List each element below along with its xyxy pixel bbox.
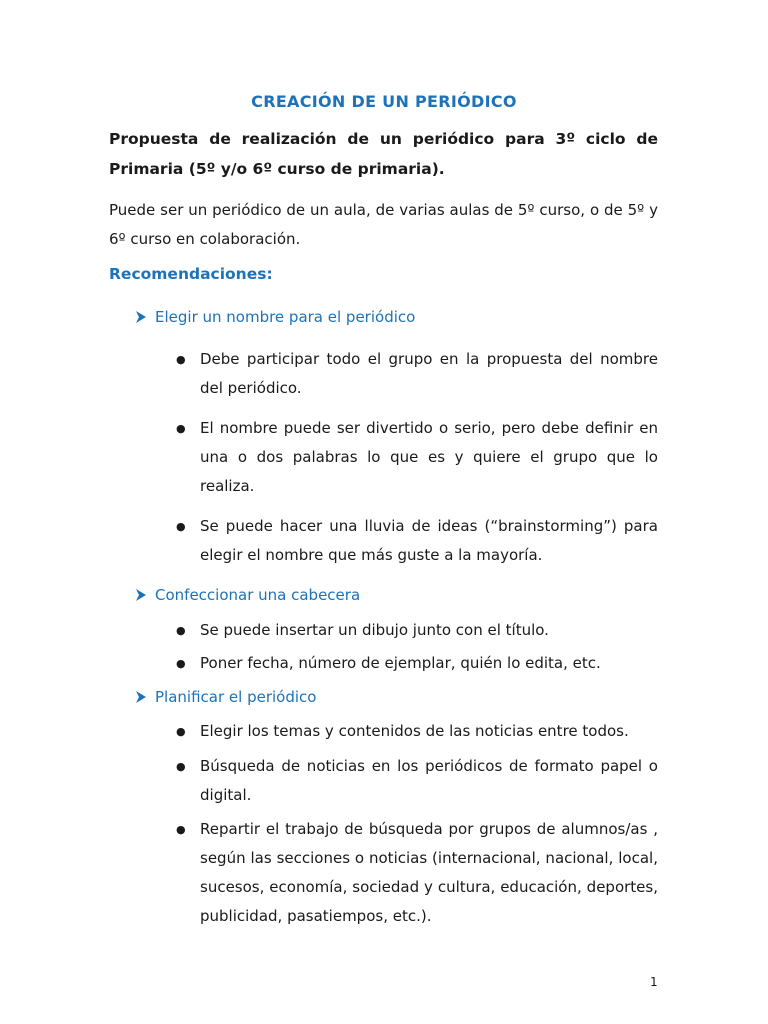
- section-heading-name: [135, 308, 415, 326]
- list-item: [176, 345, 658, 403]
- list-item-text: El nombre puede ser divertido o serio, pero debe definir en una o dos palabras lo que es y quiere el grupo que lo realiza.: [200, 419, 658, 495]
- list-item: [176, 616, 658, 645]
- list-item-text: Poner fecha, número de ejemplar, quién lo edita, etc.: [200, 654, 601, 672]
- list-item-text: Se puede insertar un dibujo junto con el título.: [200, 621, 549, 639]
- bullet-icon: ●: [176, 422, 186, 435]
- bullet-icon: ●: [176, 353, 186, 366]
- arrow-bullet-icon: [135, 310, 147, 324]
- page-number: 1: [650, 975, 658, 989]
- bullet-icon: ●: [176, 823, 186, 836]
- section-heading-header: [135, 586, 360, 604]
- list-item-text: Se puede hacer una lluvia de ideas (“brainstorming”) para elegir el nombre que más guste a la mayoría.: [200, 517, 658, 564]
- list-item-text: Debe participar todo el grupo en la propuesta del nombre del periódico.: [200, 350, 658, 397]
- recommendations-heading: Recomendaciones:: [109, 265, 273, 283]
- intro-text: Propuesta de realización de un periódico para 3º ciclo de Primaria (5º y/o 6º curso de primaria).: [109, 130, 658, 178]
- arrow-bullet-icon: [135, 690, 147, 704]
- description-paragraph: Puede ser un periódico de un aula, de varias aulas de 5º curso, o de 5º y 6º curso en colaboración.: [109, 201, 658, 248]
- section-heading-label: Planificar el periódico: [155, 688, 317, 706]
- bullet-icon: ●: [176, 624, 186, 637]
- list-item: [176, 752, 658, 810]
- list-item-text: Elegir los temas y contenidos de las noticias entre todos.: [200, 722, 629, 740]
- section-heading-plan: [135, 688, 316, 706]
- bullet-icon: ●: [176, 725, 186, 738]
- section-heading-label: Elegir un nombre para el periódico: [155, 308, 416, 326]
- bullet-icon: ●: [176, 657, 186, 670]
- document-title: CREACIÓN DE UN PERIÓDICO: [251, 92, 517, 111]
- list-item: [176, 649, 658, 678]
- list-item: [176, 815, 658, 931]
- bullet-icon: ●: [176, 520, 186, 533]
- list-item: [176, 512, 658, 570]
- section-heading-label: Confeccionar una cabecera: [155, 586, 361, 604]
- list-item: [176, 717, 658, 746]
- list-item: [176, 414, 658, 501]
- arrow-bullet-icon: [135, 588, 147, 602]
- list-item-text: Búsqueda de noticias en los periódicos de formato papel o digital.: [200, 757, 658, 804]
- bullet-icon: ●: [176, 760, 186, 773]
- list-item-text: Repartir el trabajo de búsqueda por grupos de alumnos/as , según las secciones o noticias (internacional, nacional, local, sucesos, economía, sociedad y cultura, educación, deportes, publicidad, pasatiempos, etc.).: [200, 820, 658, 925]
